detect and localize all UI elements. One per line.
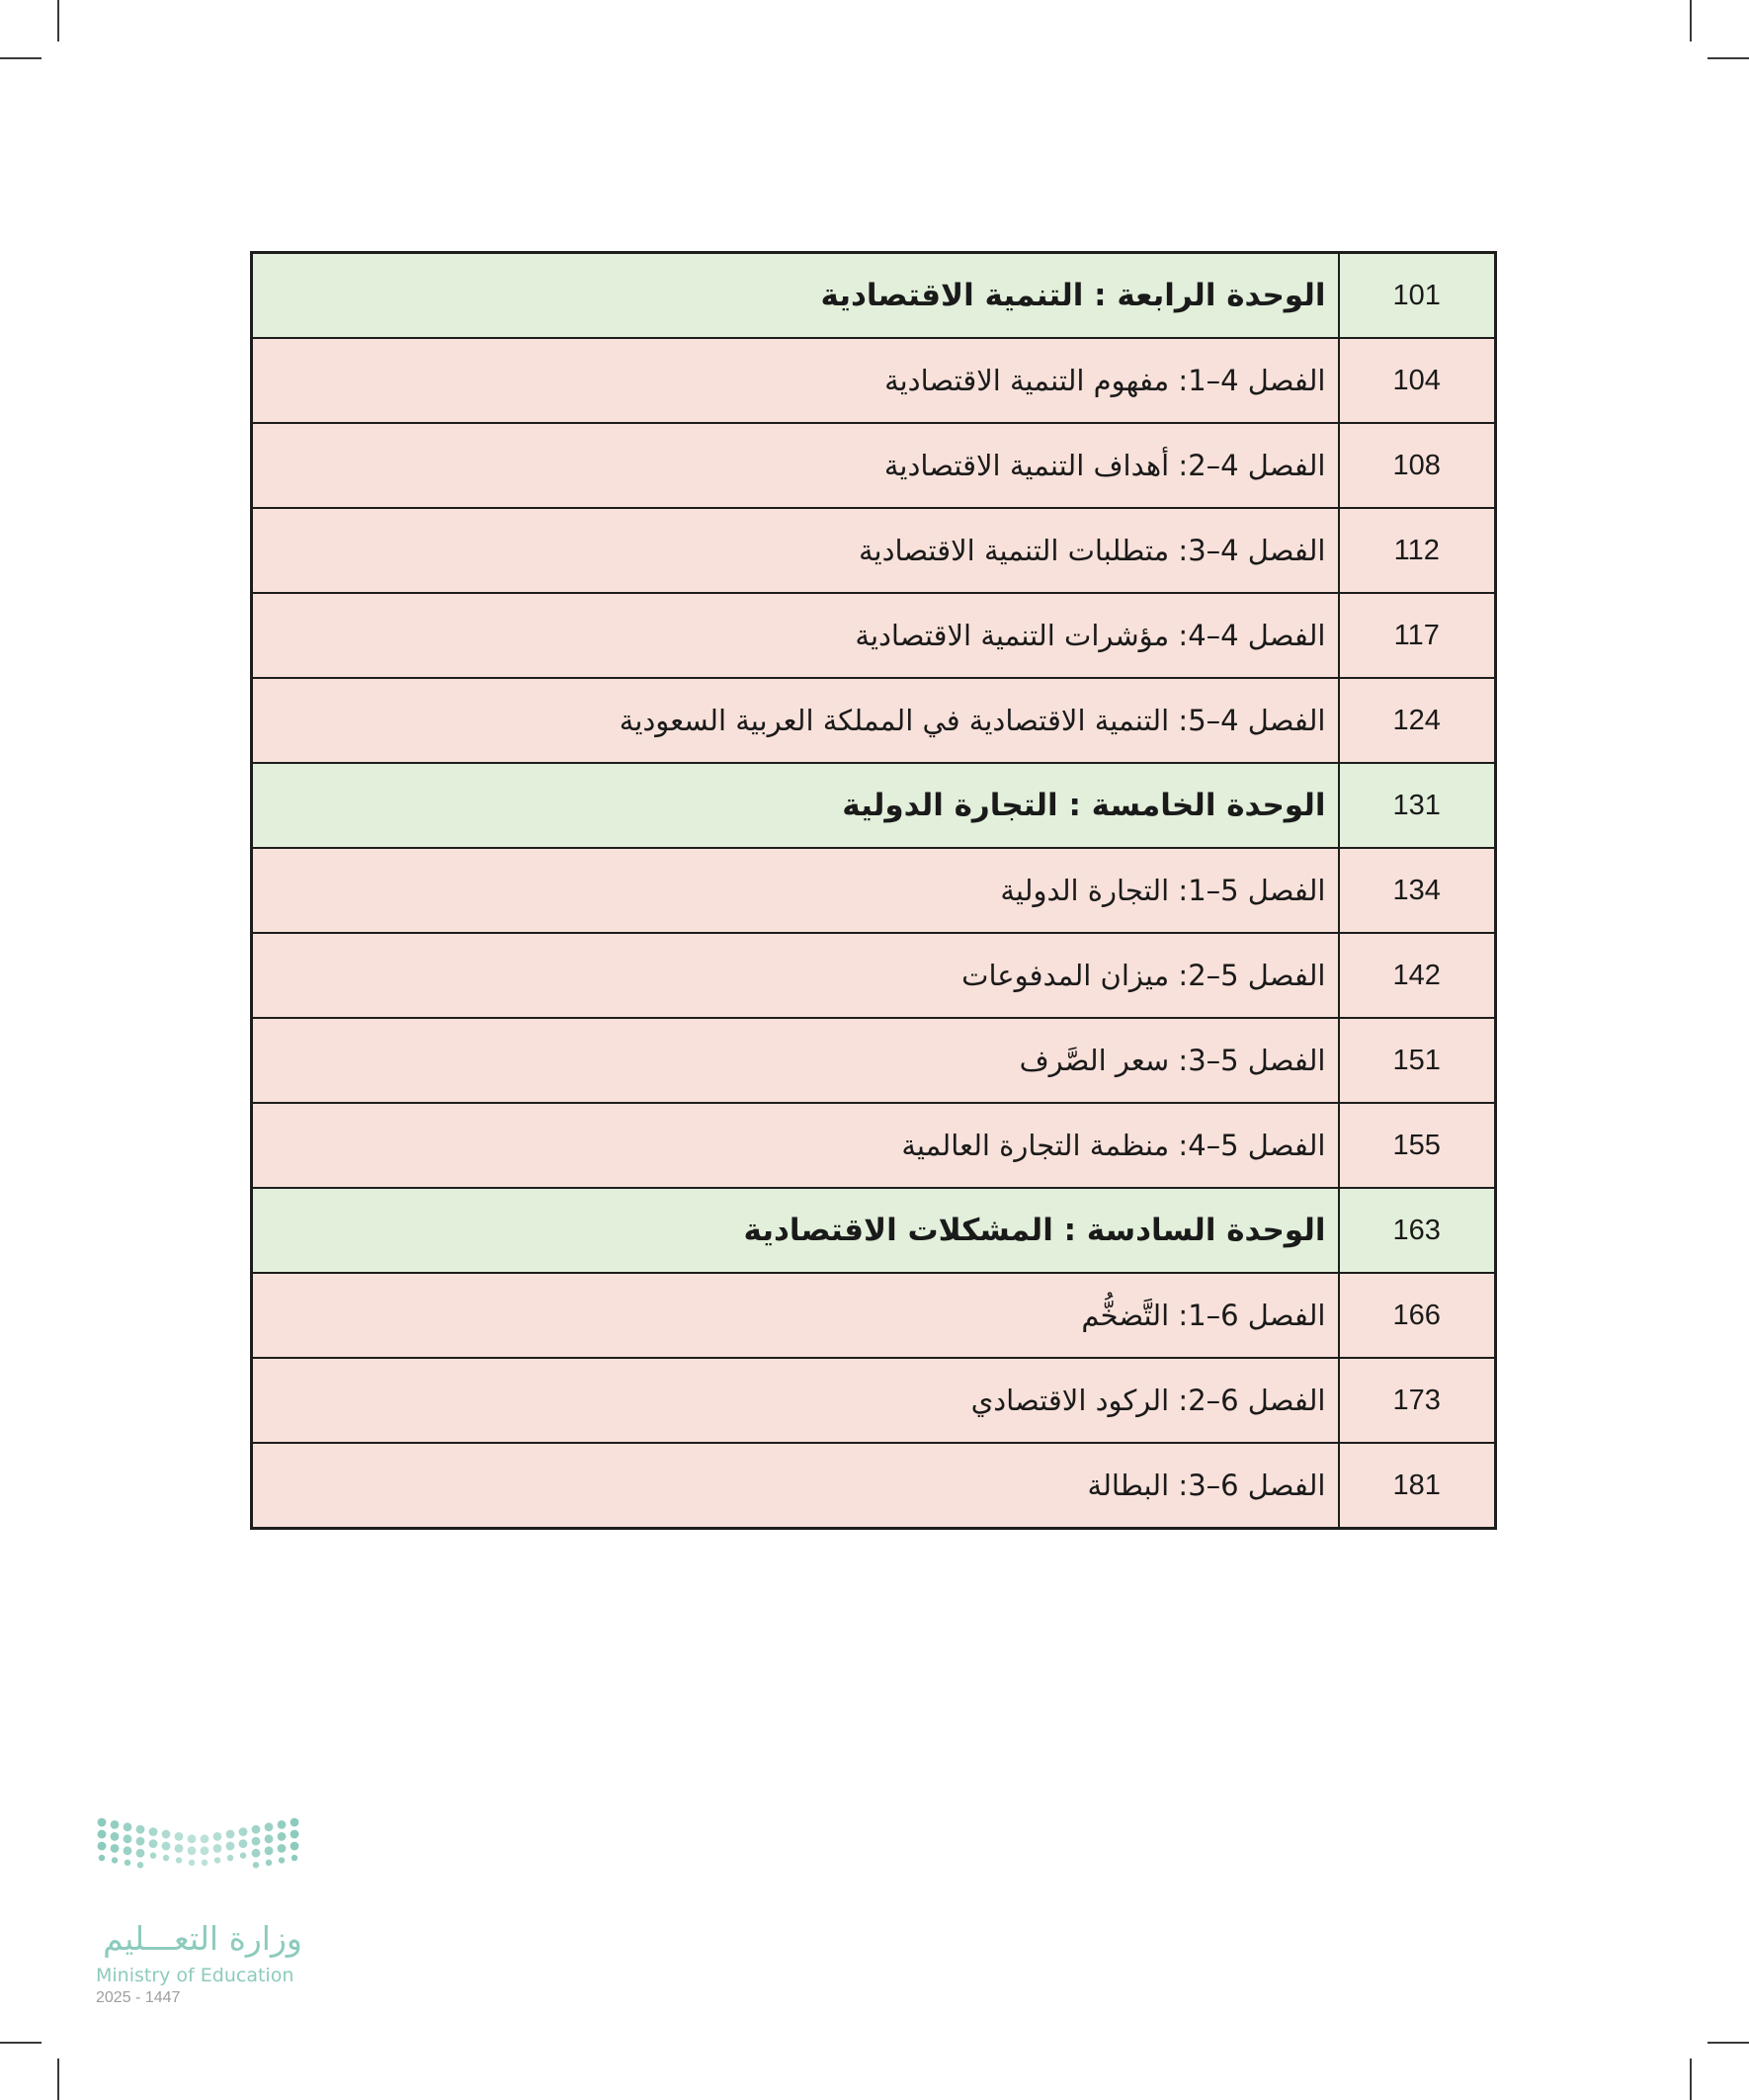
logo-dot <box>136 1825 145 1834</box>
crop-mark <box>57 0 59 42</box>
toc-entry-title: الفصل 6–3: البطالة <box>252 1443 1339 1529</box>
crop-mark <box>1707 57 1749 59</box>
logo-dot <box>265 1846 274 1855</box>
toc-entry-page: 173 <box>1339 1358 1496 1443</box>
toc-entry-page: 104 <box>1339 338 1496 423</box>
ministry-dots-logo-icon <box>94 1816 311 1895</box>
logo-arabic-text: وزارة التعـــليم <box>103 1919 302 1958</box>
toc-body <box>252 253 1496 1529</box>
toc-entry-title: الوحدة السادسة : المشكلات الاقتصادية <box>252 1188 1339 1273</box>
logo-dot <box>99 1855 105 1861</box>
toc-chapter-row <box>252 1358 1496 1443</box>
crop-mark <box>57 2058 59 2100</box>
toc-entry-page: 181 <box>1339 1443 1496 1529</box>
toc-entry-page: 124 <box>1339 678 1496 763</box>
logo-dot <box>226 1842 235 1851</box>
logo-dot <box>265 1822 274 1831</box>
logo-dot <box>252 1825 261 1834</box>
logo-dot <box>279 1857 285 1863</box>
logo-dot <box>291 1818 299 1827</box>
logo-dot <box>292 1855 297 1861</box>
crop-mark <box>1707 2042 1749 2044</box>
logo-dot <box>253 1862 259 1868</box>
logo-dot <box>239 1839 248 1848</box>
logo-dot <box>149 1839 158 1848</box>
logo-dot <box>202 1860 208 1866</box>
toc-entry-page: 142 <box>1339 933 1496 1018</box>
toc-chapter-row <box>252 933 1496 1018</box>
crop-mark <box>1690 0 1692 42</box>
logo-dot <box>227 1855 233 1861</box>
logo-dot <box>124 1822 132 1831</box>
logo-dot <box>136 1837 145 1846</box>
logo-dot <box>162 1830 171 1839</box>
toc-entry-title: الفصل 5–2: ميزان المدفوعات <box>252 933 1339 1018</box>
logo-dot <box>98 1818 107 1827</box>
logo-dot <box>213 1832 222 1841</box>
toc-chapter-row <box>252 1018 1496 1103</box>
logo-dot <box>188 1834 197 1843</box>
logo-dot <box>278 1832 287 1841</box>
logo-english-text: Ministry of Education <box>96 1965 294 1986</box>
toc-entry-title: الفصل 4–1: مفهوم التنمية الاقتصادية <box>252 338 1339 423</box>
toc-entry-page: 163 <box>1339 1188 1496 1273</box>
toc-chapter-row <box>252 423 1496 508</box>
logo-dot <box>176 1857 182 1863</box>
toc-entry-page: 112 <box>1339 508 1496 593</box>
logo-dot <box>291 1830 299 1839</box>
logo-dot <box>98 1830 107 1839</box>
toc-chapter-row <box>252 593 1496 678</box>
toc-chapter-row <box>252 508 1496 593</box>
logo-dot <box>291 1842 299 1851</box>
logo-dot <box>239 1827 248 1836</box>
logo-dot <box>278 1820 287 1829</box>
logo-dot <box>149 1827 158 1836</box>
toc-unit-row <box>252 763 1496 848</box>
logo-dot <box>125 1860 130 1866</box>
table-of-contents <box>250 251 1497 1530</box>
logo-dot <box>175 1844 184 1853</box>
toc-entry-title: الفصل 6–2: الركود الاقتصادي <box>252 1358 1339 1443</box>
toc-entry-title: الفصل 4–5: التنمية الاقتصادية في المملكة العربية السعودية <box>252 678 1339 763</box>
toc-chapter-row <box>252 848 1496 933</box>
logo-dot <box>175 1832 184 1841</box>
toc-unit-row <box>252 1188 1496 1273</box>
logo-dot <box>124 1834 132 1843</box>
toc-entry-page: 134 <box>1339 848 1496 933</box>
logo-dot <box>188 1846 197 1855</box>
logo-dot <box>111 1844 120 1853</box>
logo-dot <box>252 1837 261 1846</box>
toc-chapter-row <box>252 338 1496 423</box>
logo-dot <box>189 1860 195 1866</box>
logo-dot <box>201 1846 209 1855</box>
logo-dot <box>124 1846 132 1855</box>
logo-dot <box>112 1857 118 1863</box>
toc-entry-title: الفصل 5–3: سعر الصَّرف <box>252 1018 1339 1103</box>
logo-dot <box>226 1830 235 1839</box>
logo-dot <box>265 1834 274 1843</box>
logo-dot <box>163 1855 169 1861</box>
logo-dot <box>98 1842 107 1851</box>
toc-entry-title: الفصل 5–1: التجارة الدولية <box>252 848 1339 933</box>
toc-entry-title: الفصل 5–4: منظمة التجارة العالمية <box>252 1103 1339 1188</box>
toc-entry-page: 155 <box>1339 1103 1496 1188</box>
logo-dot <box>201 1834 209 1843</box>
ministry-logo <box>94 1816 321 2014</box>
logo-dot <box>214 1857 220 1863</box>
toc-entry-title: الفصل 4–2: أهداف التنمية الاقتصادية <box>252 423 1339 508</box>
logo-dot <box>137 1862 143 1868</box>
logo-dot <box>111 1820 120 1829</box>
logo-dot <box>266 1860 272 1866</box>
crop-mark <box>0 57 42 59</box>
toc-chapter-row <box>252 678 1496 763</box>
toc-unit-row <box>252 253 1496 339</box>
toc-chapter-row <box>252 1103 1496 1188</box>
toc-entry-title: الفصل 4–3: متطلبات التنمية الاقتصادية <box>252 508 1339 593</box>
toc-entry-page: 166 <box>1339 1273 1496 1358</box>
toc-chapter-row <box>252 1443 1496 1529</box>
toc-entry-title: الوحدة الخامسة : التجارة الدولية <box>252 763 1339 848</box>
toc-entry-page: 117 <box>1339 593 1496 678</box>
logo-dot <box>278 1844 287 1853</box>
crop-mark <box>1690 2058 1692 2100</box>
toc-entry-page: 101 <box>1339 253 1496 339</box>
toc-entry-page: 131 <box>1339 763 1496 848</box>
logo-dot <box>136 1849 145 1858</box>
toc-entry-page: 108 <box>1339 423 1496 508</box>
logo-dot <box>162 1842 171 1851</box>
toc-entry-title: الوحدة الرابعة : التنمية الاقتصادية <box>252 253 1339 339</box>
toc-entry-title: الفصل 4–4: مؤشرات التنمية الاقتصادية <box>252 593 1339 678</box>
toc-entry-page: 151 <box>1339 1018 1496 1103</box>
logo-dot <box>240 1852 246 1858</box>
logo-dot <box>150 1852 156 1858</box>
toc-entry-title: الفصل 6–1: التَّضخُّم <box>252 1273 1339 1358</box>
crop-mark <box>0 2042 42 2044</box>
toc-chapter-row <box>252 1273 1496 1358</box>
logo-dot <box>252 1849 261 1858</box>
logo-year: 2025 - 1447 <box>96 1989 181 2006</box>
logo-dot <box>213 1844 222 1853</box>
logo-dot <box>111 1832 120 1841</box>
